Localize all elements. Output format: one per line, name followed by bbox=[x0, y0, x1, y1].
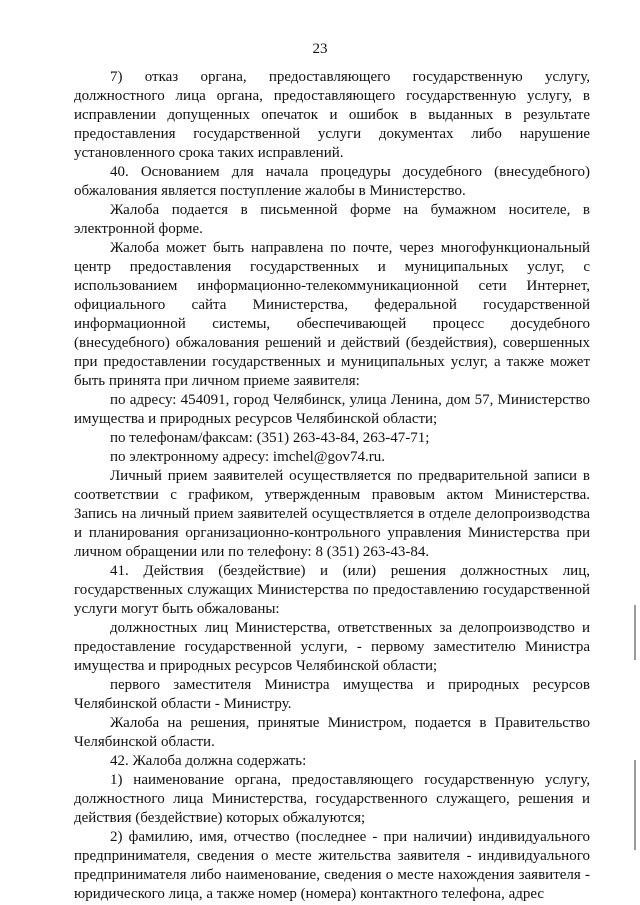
paragraph-complaint-channels: Жалоба может быть направлена по почте, через многофункциональный центр предоставления государственных и муниципальных услуг, с использованием информационно-телекоммуникационной сети Интернет, официального сайта Министерства, федеральной государственной информационной системы, обеспечивающей процесс досудебного (внесудебного) обжалования решений и действий (бездействия), совершенных при предоставлении государственных и муниципальных услуг, а также может быть принята при личном приеме заявителя: bbox=[74, 240, 590, 389]
page-number: 23 bbox=[312, 41, 328, 57]
paragraph-minister-decisions: Жалоба на решения, принятые Министром, подается в Правительство Челябинской области. bbox=[74, 715, 590, 750]
paragraph-personal-reception: Личный прием заявителей осуществляется по предварительной записи в соответствии с графиком, утвержденным правовым актом Министерства. Запись на личный прием заявителей осуществляется в отделе делопроизводства и планирования организационно-контрольного управления Министерства при личном обращении или по телефону: 8 (351) 263-43-84. bbox=[74, 468, 590, 560]
scan-edge-mark bbox=[634, 605, 636, 660]
paragraph-email: по электронному адресу: imchel@gov74.ru. bbox=[110, 449, 386, 465]
paragraph-41: 41. Действия (бездействие) и (или) решения должностных лиц, государственных служащих Министерства по предоставлению государственной услуги могут быть обжалованы: bbox=[74, 563, 590, 617]
paragraph-phones: по телефонам/факсам: (351) 263-43-84, 263-47-71; bbox=[110, 430, 430, 446]
paragraph-first-deputy: первого заместителя Министра имущества и природных ресурсов Челябинской области - Министру. bbox=[74, 677, 590, 712]
scan-edge-mark bbox=[634, 760, 636, 850]
paragraph-address: по адресу: 454091, город Челябинск, улица Ленина, дом 57, Министерство имущества и природных ресурсов Челябинской области; bbox=[74, 392, 590, 427]
paragraph-officials: должностных лиц Министерства, ответственных за делопроизводство и предоставление государственной услуги, - первому заместителю Министра имущества и природных ресурсов Челябинской области; bbox=[74, 620, 590, 674]
paragraph-42-item-1: 1) наименование органа, предоставляющего государственную услугу, должностного лица Министерства, государственного служащего, решения и действия (бездействие) которых обжалуются; bbox=[74, 772, 590, 826]
paragraph-complaint-form: Жалоба подается в письменной форме на бумажном носителе, в электронной форме. bbox=[74, 202, 590, 237]
paragraph-40: 40. Основанием для начала процедуры досудебного (внесудебного) обжалования является поступление жалобы в Министерство. bbox=[74, 164, 590, 199]
paragraph-42: 42. Жалоба должна содержать: bbox=[110, 753, 307, 769]
paragraph-42-item-2: 2) фамилию, имя, отчество (последнее - при наличии) индивидуального предпринимателя, сведения о месте жительства заявителя - индивидуального предпринимателя либо наименование, сведения о месте нахождения заявителя - юридического лица, а также номер (номера) контактного телефона, адрес bbox=[74, 829, 590, 902]
paragraph-7-refusal: 7) отказ органа, предоставляющего государственную услугу, должностного лица органа, предоставляющего государственную услугу, в исправлении допущенных опечаток и ошибок в выданных в результате предоставления государственной услуги документах либо нарушение установленного срока таких исправлений. bbox=[74, 69, 590, 161]
document-body bbox=[74, 68, 590, 904]
